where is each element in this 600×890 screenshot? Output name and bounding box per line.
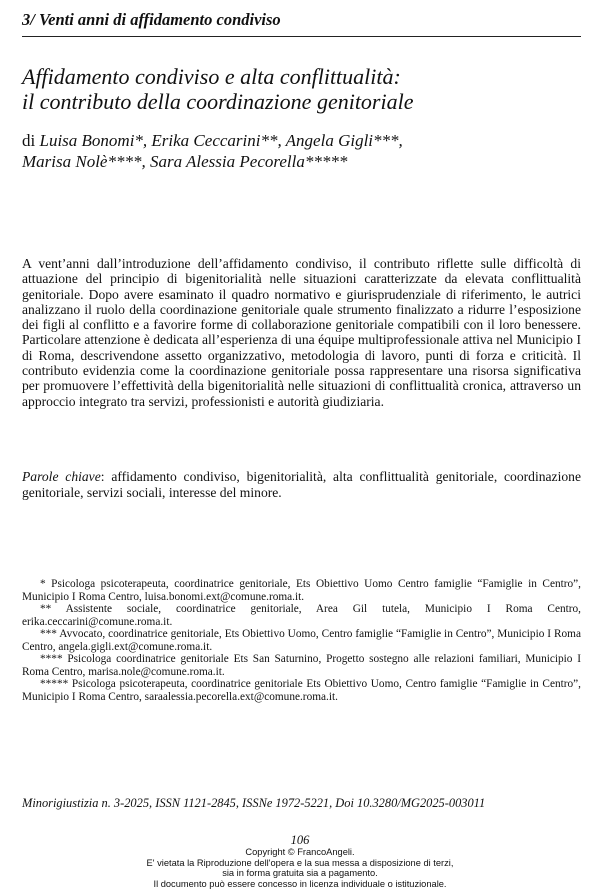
- article-title-line-1: Affidamento condiviso e alta conflittualità:: [22, 64, 401, 89]
- authors-prefix: di: [22, 131, 36, 150]
- author-line-1: [22, 130, 582, 151]
- keywords: [22, 469, 581, 501]
- page-number: 106: [290, 833, 310, 847]
- footnote: ***** Psicologa psicoterapeuta, coordinatrice genitoriale Ets Obiettivo Uomo, Centro famiglie “Famiglie in Centro”, Municipio I Roma Centro, saraalessia.pecorella.ext@comune.roma.it.: [22, 678, 581, 703]
- keywords-label: Parole chiave: [22, 469, 101, 484]
- journal-citation: Minorigiustizia n. 3-2025, ISSN 1121-2845, ISSNe 1972-5221, Doi 10.3280/MG2025-003011: [22, 796, 486, 810]
- copyright-notice: [0, 847, 600, 889]
- author-names-2: Marisa Nolè****, Sara Alessia Pecorella*****: [22, 152, 348, 171]
- abstract: A vent’anni dall’introduzione dell’affidamento condiviso, il contributo riflette sulle difficoltà di attuazione del principio di bigenitorialità nelle situazioni caratterizzate da elevata conflittualità genitoriale. Dopo avere esaminato il quadro normativo e giurisprudenziale di riferimento, le autrici analizzano il ruolo della coordinazione genitoriale quale strumento finalizzato a ridurre l’esposizione dei figli al conflitto e a favorire forme di collaborazione genitoriale compatibili con il loro benessere. Particolare attenzione è dedicata all’esperienza di una équipe multiprofessionale attiva nel Municipio I di Roma, descrivendone assetto organizzativo, metodologia di lavoro, punti di forza e criticità. Il contributo evidenzia come la coordinazione genitoriale possa rappresentare una risorsa significativa per promuovere l’effettività della bigenitorialità nelle situazioni di conflittualità cronica, attraverso un approccio integrato tra servizi, professionisti e autorità giudiziaria.: [22, 256, 581, 409]
- author-list: [22, 130, 582, 172]
- article-title-line-2: il contributo della coordinazione genitoriale: [22, 89, 414, 114]
- author-names-1: Luisa Bonomi*, Erika Ceccarini**, Angela Gigli***,: [39, 131, 403, 150]
- footnote: *** Avvocato, coordinatrice genitoriale, Ets Obiettivo Uomo, Centro famiglie “Famiglie in Centro”, Municipio I Roma Centro, angela.gigli.ext@comune.roma.it.: [22, 628, 581, 653]
- footnote: ** Assistente sociale, coordinatrice genitoriale, Area Gil tutela, Municipio I Roma Centro, erika.ceccarini@comune.roma.it.: [22, 603, 581, 628]
- keywords-text: : affidamento condiviso, bigenitorialità, alta conflittualità genitoriale, coordinazione genitoriale, servizi sociali, interesse del minore.: [22, 469, 581, 500]
- footnote: **** Psicologa coordinatrice genitoriale Ets San Saturnino, Progetto sostegno alle relazioni familiari, Municipio I Roma Centro, marisa.nole@comune.roma.it.: [22, 653, 581, 678]
- copyright-line: Il documento può essere concesso in licenza individuale o istituzionale.: [153, 878, 447, 889]
- section-header: 3/ Venti anni di affidamento condiviso: [22, 10, 581, 37]
- copyright-line: E' vietata la Riproduzione dell'opera e la sua messa a disposizione di terzi,: [146, 857, 454, 868]
- footnotes: [22, 578, 581, 703]
- copyright-line: sia in forma gratuita sia a pagamento.: [222, 868, 378, 879]
- copyright-line: Copyright © FrancoAngeli.: [245, 847, 355, 857]
- footnote: * Psicologa psicoterapeuta, coordinatrice genitoriale, Ets Obiettivo Uomo Centro famiglie “Famiglie in Centro”, Municipio I Roma Centro, luisa.bonomi.ext@comune.roma.it.: [22, 578, 581, 603]
- article-title: [22, 64, 582, 114]
